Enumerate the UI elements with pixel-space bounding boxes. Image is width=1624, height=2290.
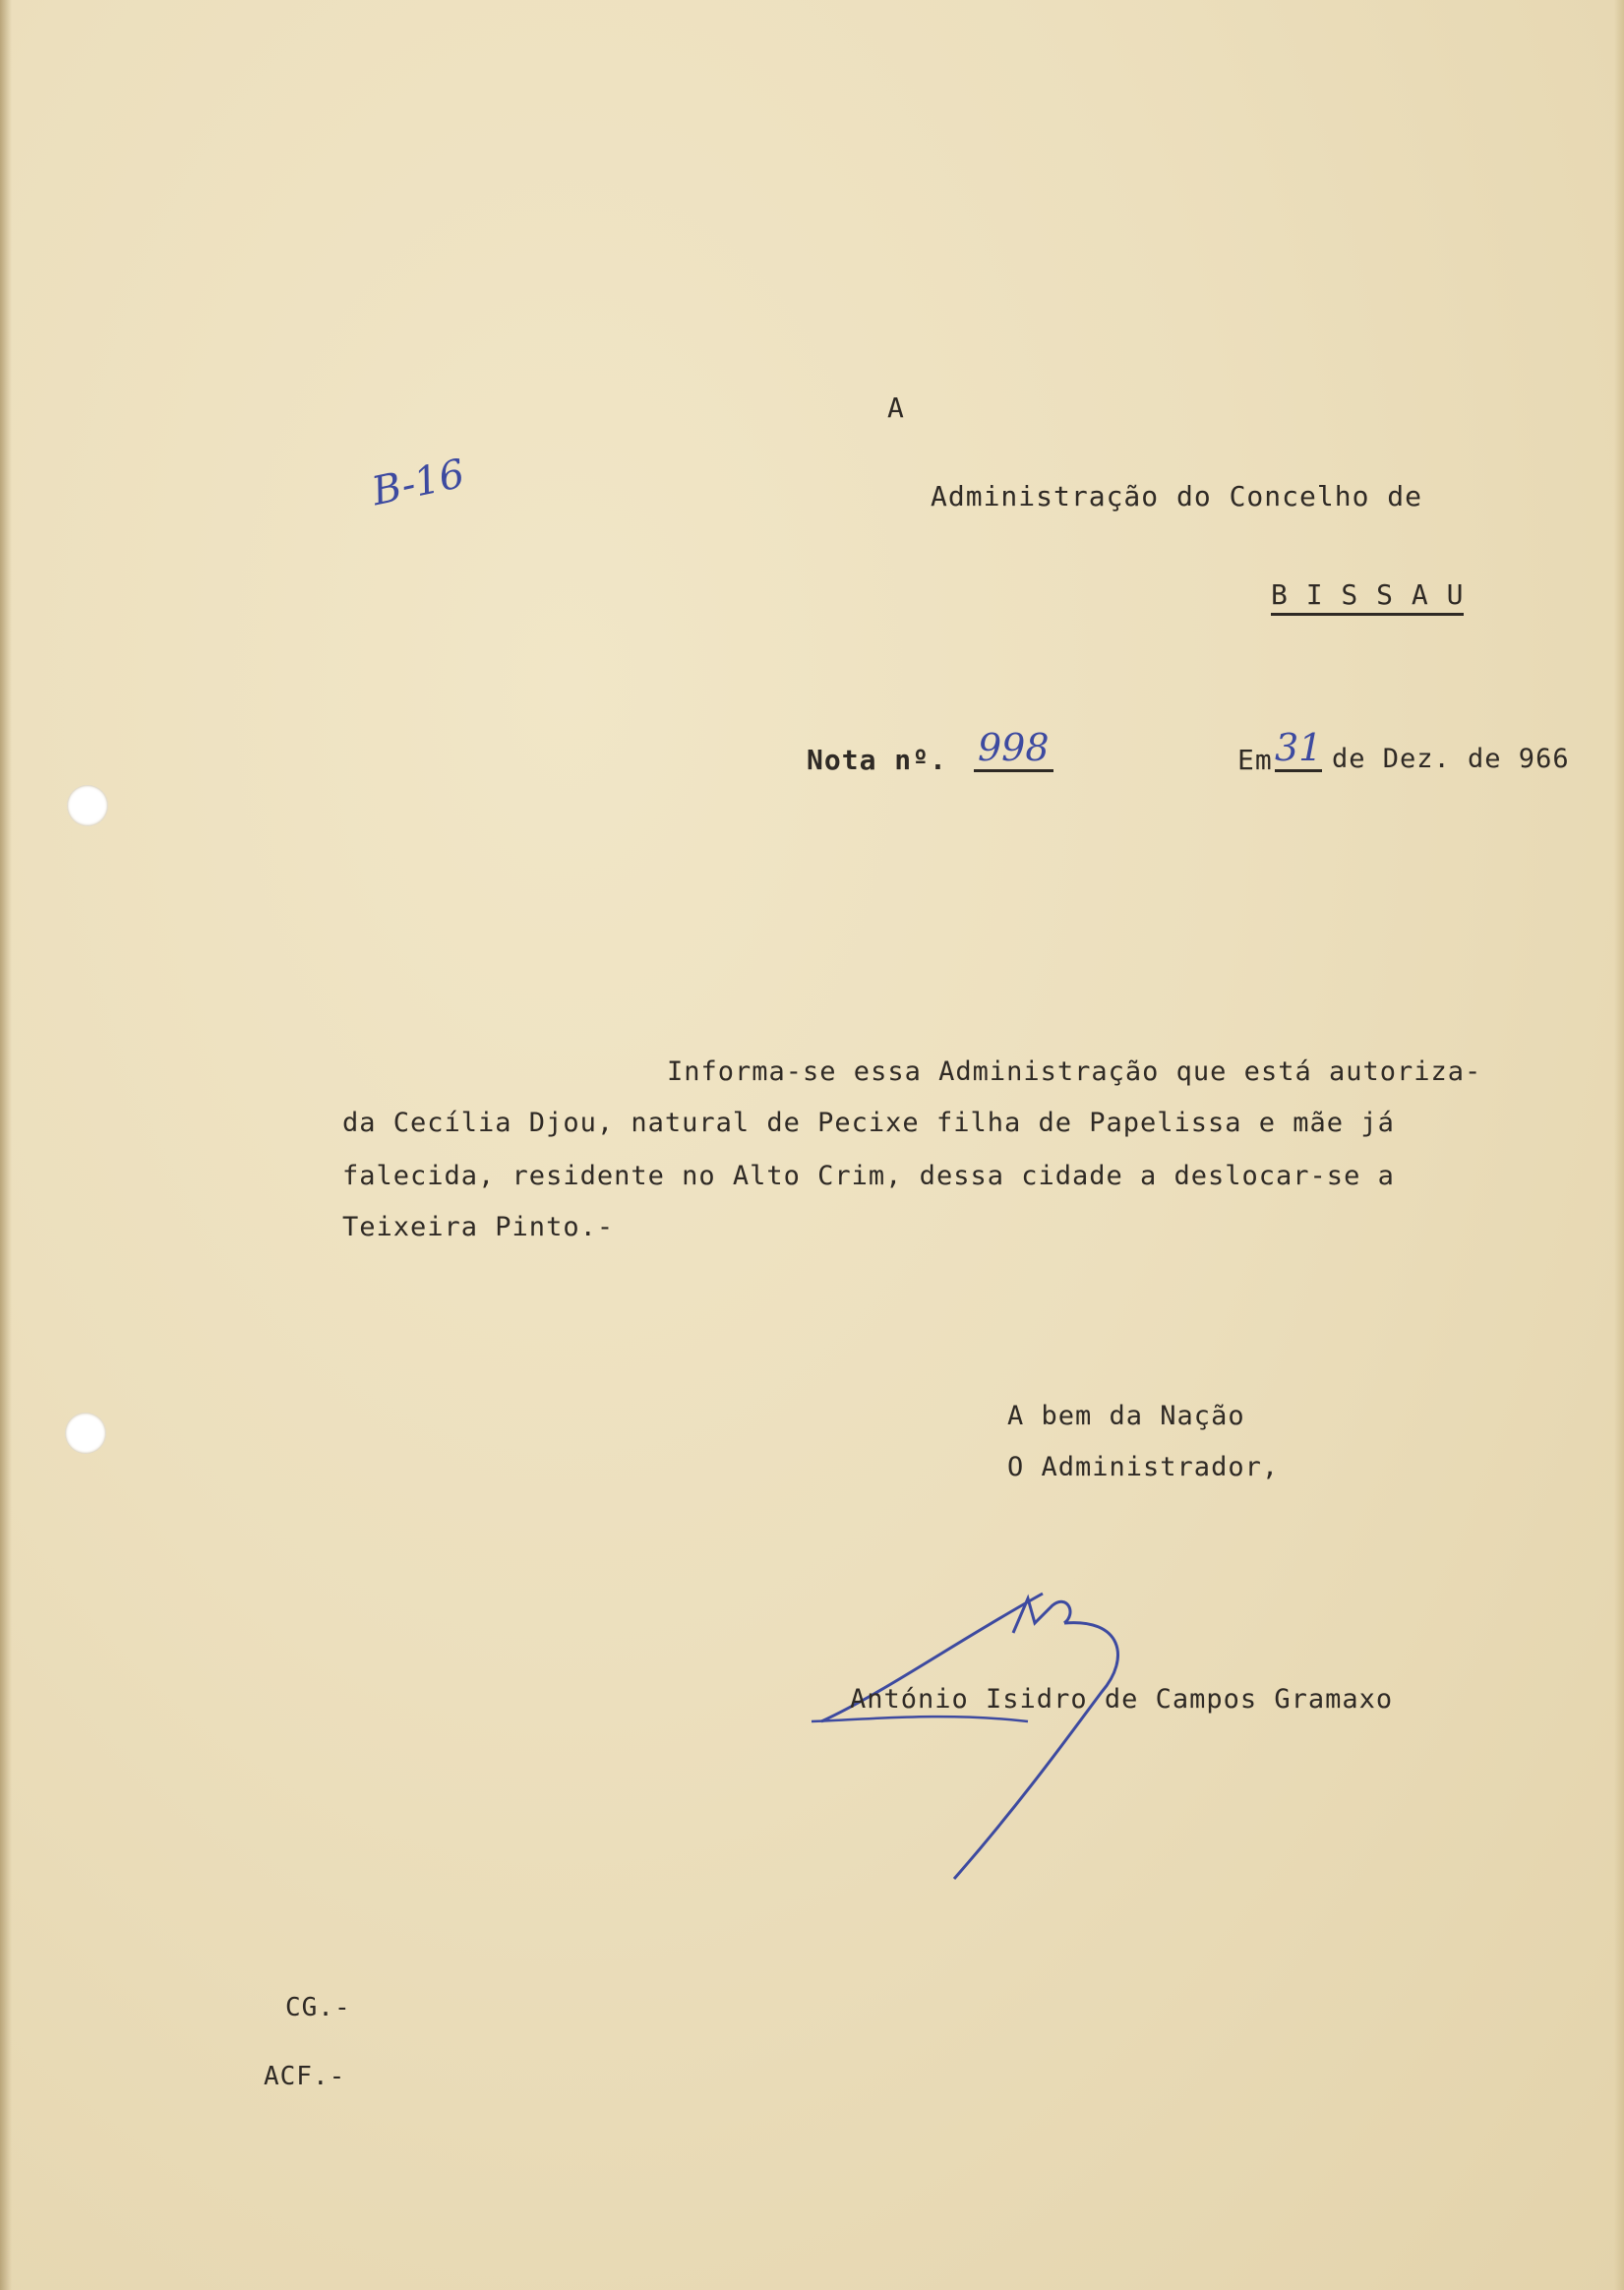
body-line-1: Informa-se essa Administração que está autoriza- <box>667 1056 1482 1087</box>
punch-hole-bottom <box>65 1413 106 1454</box>
body-line-3: falecida, residente no Alto Crim, dessa cidade a deslocar-se a <box>342 1161 1395 1191</box>
distribution-acf: ACF.- <box>264 2062 346 2091</box>
closing-title: O Administrador, <box>1007 1452 1280 1482</box>
date-day: 31 <box>1275 726 1322 772</box>
date-rest: de Dez. de 966 <box>1332 744 1570 774</box>
body-line-2: da Cecília Djou, natural de Pecixe filha de Papelissa e mãe já <box>342 1108 1395 1138</box>
note-label: Nota nº. <box>807 744 947 776</box>
handwritten-signature <box>807 1574 1259 1898</box>
recipient-prefix: A <box>887 392 905 424</box>
handwritten-annotation: B-16 <box>368 451 469 515</box>
body-line-4: Teixeira Pinto.- <box>342 1212 615 1242</box>
distribution-cg: CG.- <box>285 1993 351 2022</box>
paper-edge-right <box>1614 0 1624 2290</box>
signatory-name: António Isidro de Campos Gramaxo <box>850 1684 1394 1715</box>
closing-salutation: A bem da Nação <box>1007 1401 1245 1431</box>
punch-hole-top <box>67 785 108 826</box>
note-number: 998 <box>974 726 1053 772</box>
paper-edge-left <box>0 0 12 2290</box>
recipient-office: Administração do Concelho de <box>931 480 1423 512</box>
date-prefix: Em <box>1237 744 1273 776</box>
recipient-place: B I S S A U <box>1271 578 1464 616</box>
